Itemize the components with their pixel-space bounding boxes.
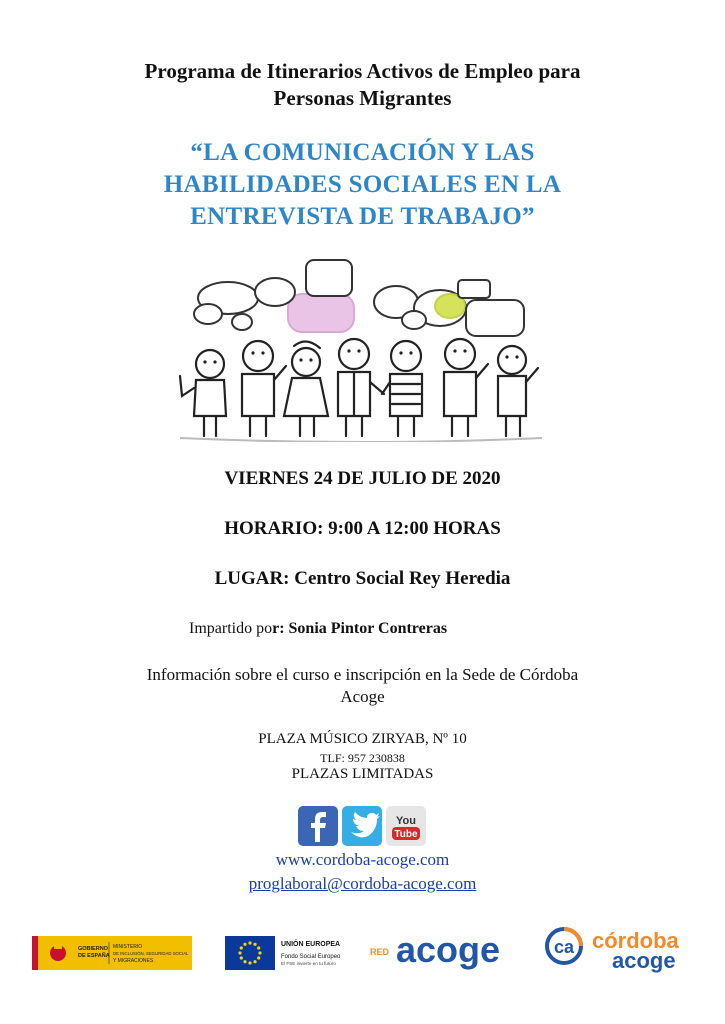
address: PLAZA MÚSICO ZIRYAB, Nº 10 <box>258 731 467 747</box>
program-line-2: Personas Migrantes <box>273 86 452 110</box>
speech-bubble <box>194 304 222 324</box>
eu-fund: Fondo Social Europeo <box>281 954 341 960</box>
registration-info <box>0 664 725 708</box>
event-place: LUGAR: Centro Social Rey Heredia <box>214 568 511 589</box>
ca-mark-text: ca <box>553 937 575 957</box>
gov-text-2: DE ESPAÑA <box>78 953 110 959</box>
person-head <box>292 348 320 376</box>
cordoba-text: córdoba <box>592 928 679 953</box>
program-title <box>0 58 725 112</box>
person-head <box>243 341 273 371</box>
spanish-government-logo <box>32 936 192 970</box>
ministry-text-2: DE INCLUSIÓN, SEGURIDAD SOCIAL <box>113 951 189 956</box>
speech-bubble <box>306 260 352 296</box>
instructor-name: r: Sonia Pintor Contreras <box>272 620 448 637</box>
footer-logos <box>0 922 725 982</box>
cordoba-acoge-text: acoge <box>612 948 676 973</box>
youtube-text-top: You <box>396 815 416 827</box>
speech-bubble <box>466 300 524 336</box>
person-body <box>194 380 226 416</box>
people-talking-illustration <box>170 256 550 442</box>
youtube-text-bottom: Tube <box>394 829 418 840</box>
person-head <box>196 350 224 378</box>
acoge-text: acoge <box>396 929 501 970</box>
speech-bubble <box>232 314 252 330</box>
eu-tagline: El FSE invierte en tu futuro <box>281 961 336 966</box>
instructor-prefix: Impartido po <box>189 620 273 637</box>
cordoba-acoge-logo <box>544 922 704 980</box>
website-link[interactable]: www.cordoba-acoge.com <box>275 850 450 869</box>
email-link[interactable]: proglaboral@cordoba-acoge.com <box>248 874 477 893</box>
event-hours: HORARIO: 9:00 A 12:00 HORAS <box>224 518 501 539</box>
speech-bubble <box>458 280 490 298</box>
ministry-text-3: Y MIGRACIONES <box>113 958 154 964</box>
european-union-logo <box>225 936 355 970</box>
red-acoge-logo <box>370 926 530 976</box>
registration-info-line-1: Información sobre el curso e inscripción en la Sede de Córdoba <box>146 665 579 684</box>
registration-info-line-2: Acoge <box>340 687 385 706</box>
speech-bubble <box>255 278 295 306</box>
eu-title: UNIÓN EUROPEA <box>281 941 341 948</box>
event-title-line-2: HABILIDADES SOCIALES EN LA <box>163 171 562 198</box>
person-head <box>391 341 421 371</box>
ministry-text-1: MINISTERIO <box>113 944 143 950</box>
person-head <box>498 346 526 374</box>
phone: TLF: 957 230838 <box>320 751 405 765</box>
event-title-line-3: ENTREVISTA DE TRABAJO” <box>190 203 535 230</box>
red-text: RED <box>370 947 390 957</box>
social-icons <box>298 806 428 848</box>
youtube-icon[interactable] <box>386 806 426 846</box>
event-date: VIERNES 24 DE JULIO DE 2020 <box>224 468 501 489</box>
gov-text-1: GOBIERNO <box>78 946 108 952</box>
twitter-icon[interactable] <box>342 806 382 846</box>
event-title-line-1: “LA COMUNICACIÓN Y LAS <box>190 139 535 166</box>
speech-bubble <box>402 311 426 329</box>
person-head <box>445 339 475 369</box>
instructor <box>189 620 447 638</box>
person-head <box>339 339 369 369</box>
limited-places: PLAZAS LIMITADAS <box>291 766 434 782</box>
program-line-1: Programa de Itinerarios Activos de Empleo para <box>144 59 581 83</box>
facebook-icon[interactable] <box>298 806 338 846</box>
speech-bubble-pink <box>288 294 354 332</box>
event-title <box>0 137 725 233</box>
